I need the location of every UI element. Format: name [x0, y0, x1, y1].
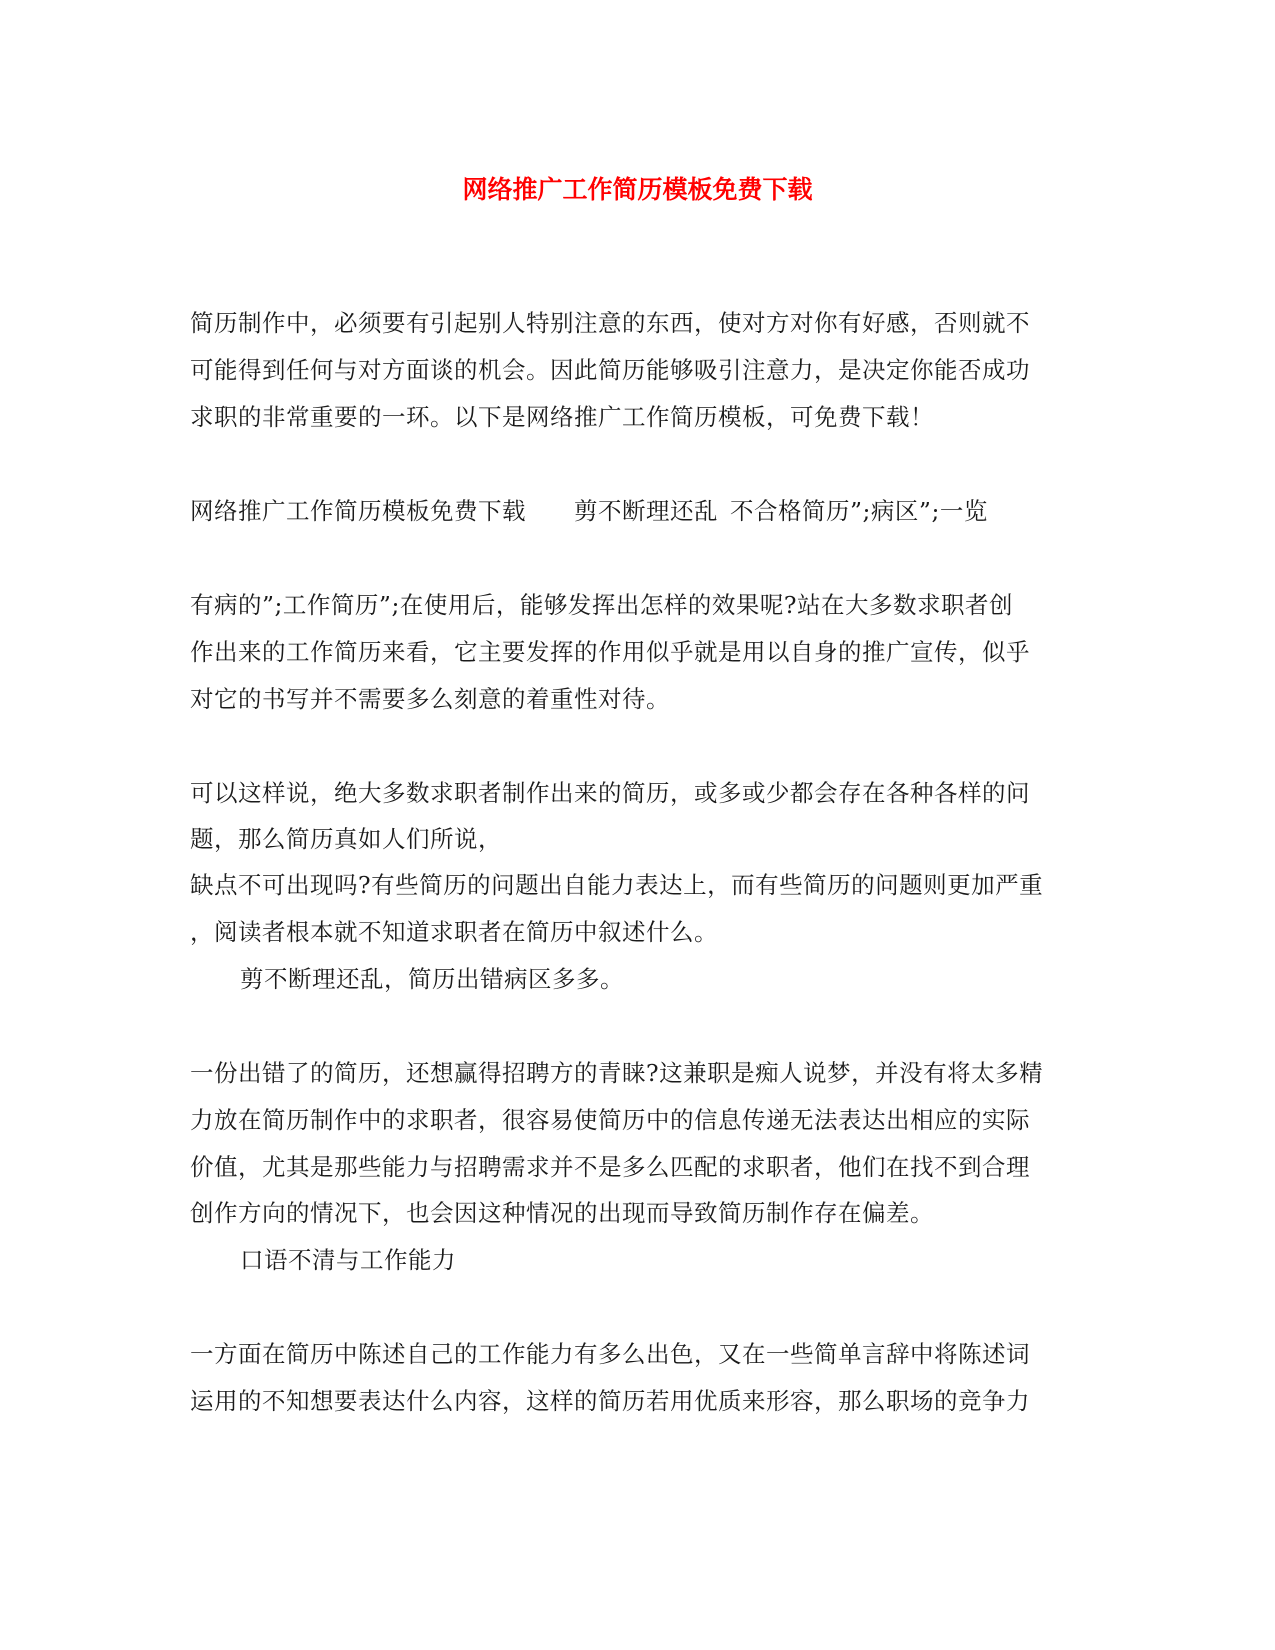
paragraph-line: 简历制作中，必须要有引起别人特别注意的东西，使对方对你有好感，否则就不: [190, 309, 1030, 337]
paragraph-line: 创作方向的情况下，也会因这种情况的出现而导致简历制作存在偏差。: [190, 1199, 934, 1227]
paragraph-line: 力放在简历制作中的求职者，很容易使简历中的信息传递无法表达出相应的实际: [190, 1106, 1030, 1134]
paragraph-line: 求职的非常重要的一环。以下是网络推广工作简历模板，可免费下载！: [190, 403, 934, 431]
paragraph-line: 作出来的工作简历来看，它主要发挥的作用似乎就是用以自身的推广宣传，似乎: [190, 638, 1030, 666]
subheading-line: 剪不断理还乱，简历出错病区多多。: [240, 965, 624, 993]
paragraph-line: 有病的”;工作简历”;在使用后，能够发挥出怎样的效果呢?站在大多数求职者创: [190, 591, 1013, 619]
paragraph-text: 不合格简历”;病区”;一览: [730, 497, 988, 525]
paragraph-line: 一份出错了的简历，还想赢得招聘方的青睐?这兼职是痴人说梦，并没有将太多精: [190, 1059, 1044, 1087]
paragraph-line: [190, 494, 988, 528]
section-subheading-text: 剪不断理还乱: [574, 497, 718, 525]
document-title: 网络推广工作简历模板免费下载: [462, 175, 813, 204]
paragraph-line: ，阅读者根本就不知道求职者在简历中叙述什么。: [190, 918, 718, 946]
paragraph-line: 可以这样说，绝大多数求职者制作出来的简历，或多或少都会存在各种各样的问: [190, 779, 1030, 807]
subheading-line: 口语不清与工作能力: [240, 1246, 456, 1274]
paragraph-line: 缺点不可出现吗?有些简历的问题出自能力表达上，而有些简历的问题则更加严重: [190, 871, 1044, 899]
paragraph-line: 运用的不知想要表达什么内容，这样的简历若用优质来形容，那么职场的竞争力: [190, 1387, 1030, 1415]
paragraph-line: 对它的书写并不需要多么刻意的着重性对待。: [190, 685, 670, 713]
paragraph-line: 一方面在简历中陈述自己的工作能力有多么出色，又在一些简单言辞中将陈述词: [190, 1340, 1030, 1368]
paragraph-line: 价值，尤其是那些能力与招聘需求并不是多么匹配的求职者，他们在找不到合理: [190, 1153, 1030, 1181]
paragraph-line: 题，那么简历真如人们所说，: [190, 825, 502, 853]
section-heading-text: 网络推广工作简历模板免费下载: [190, 497, 526, 525]
paragraph-line: 可能得到任何与对方面谈的机会。因此简历能够吸引注意力，是决定你能否成功: [190, 356, 1030, 384]
